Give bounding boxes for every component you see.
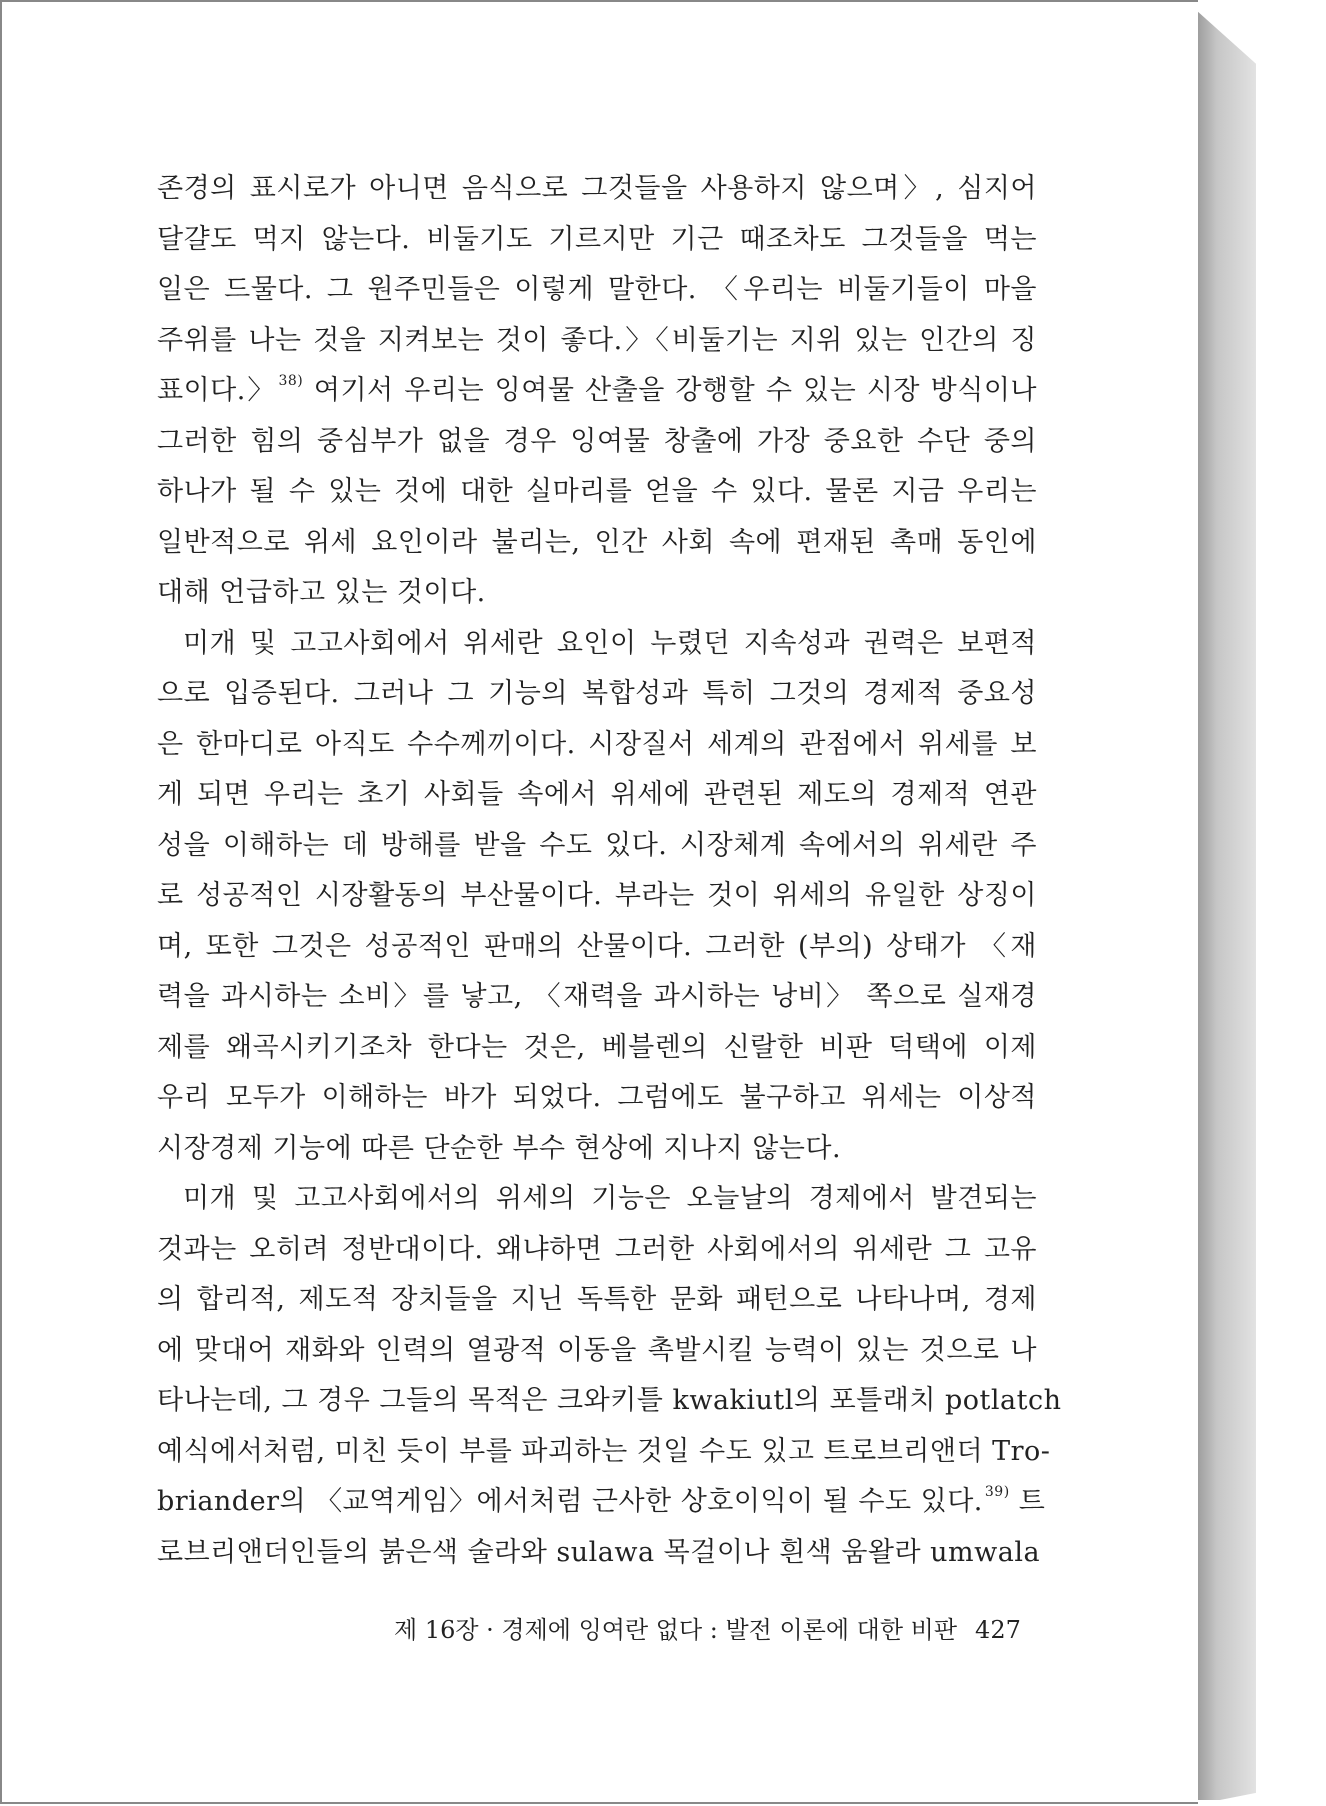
body-text	[157, 164, 1062, 1578]
page-number: 427	[975, 1616, 1021, 1644]
text-line: 력을 과시하는 소비〉를 낳고, 〈재력을 과시하는 낭비〉 쪽으로 실재경	[157, 981, 1037, 1012]
text-line: 일은 드물다. 그 원주민들은 이렇게 말한다. 〈우리는 비둘기들이 마을	[157, 274, 1037, 305]
text-line: 일반적으로 위세 요인이라 불리는, 인간 사회 속에 편재된 촉매 동인에	[157, 526, 1037, 558]
footnote-marker: 38)	[278, 373, 304, 389]
text-fragment: 여기서 우리는 잉여물 산출을 강행할 수 있는 시장 방식이나	[313, 375, 1037, 406]
text-line: 시장경제 기능에 따른 단순한 부수 현상에 지나지 않는다.	[157, 1132, 842, 1164]
text-line: 로 성공적인 시장활동의 부산물이다. 부라는 것이 위세의 유일한 상징이	[157, 880, 1037, 911]
text-line: 우리 모두가 이해하는 바가 되었다. 그럼에도 불구하고 위세는 이상적	[157, 1082, 1037, 1113]
text-line: 며, 또한 그것은 성공적인 판매의 산물이다. 그러한 (부의) 상태가 〈재	[157, 930, 1037, 962]
text-line: 그러한 힘의 중심부가 없을 경우 잉여물 창출에 가장 중요한 수단 중의	[157, 425, 1037, 457]
text-line: 예식에서처럼, 미친 듯이 부를 파괴하는 것일 수도 있고 트로브리앤더 Tro-	[157, 1435, 1051, 1467]
footnote-marker: 39)	[984, 1484, 1010, 1500]
text-line: 에 맞대어 재화와 인력의 열광적 이동을 촉발시킬 능력이 있는 것으로 나	[157, 1334, 1037, 1366]
running-head: 제 16장 · 경제에 잉여란 없다 : 발전 이론에 대한 비판	[394, 1616, 958, 1644]
text-line: 으로 입증된다. 그러나 그 기능의 복합성과 특히 그것의 경제적 중요성	[157, 678, 1037, 709]
text-line	[157, 366, 1037, 417]
text-line: 게 되면 우리는 초기 사회들 속에서 위세에 관련된 제도의 경제적 연관	[157, 779, 1037, 810]
text-fragment: briander의 〈교역게임〉에서처럼 근사한 상호이익이 될 수도 있다.	[157, 1486, 983, 1517]
text-line: 제를 왜곡시키기조차 한다는 것은, 베블렌의 신랄한 비판 덕택에 이제	[157, 1031, 1037, 1063]
page-edge-shadow	[1196, 10, 1256, 1800]
text-line	[157, 1477, 1046, 1528]
text-line: 로브리앤더인들의 붉은색 술라와 sulawa 목걸이나 흰색 움왈라 umwala	[157, 1536, 1041, 1568]
text-line: 하나가 될 수 있는 것에 대한 실마리를 얻을 수 있다. 물론 지금 우리는	[157, 476, 1037, 507]
text-line: 성을 이해하는 데 방해를 받을 수도 있다. 시장체계 속에서의 위세란 주	[157, 829, 1037, 861]
text-line: 타나는데, 그 경우 그들의 목적은 크와키틀 kwakiutl의 포틀래치 potlatch	[157, 1385, 1062, 1416]
text-line: 은 한마디로 아직도 수수께끼이다. 시장질서 세계의 관점에서 위세를 보	[157, 728, 1037, 760]
text-line: 미개 및 고고사회에서의 위세의 기능은 오늘날의 경제에서 발견되는	[183, 1183, 1037, 1214]
text-fragment: 표이다.〉	[157, 375, 277, 406]
text-line: 존경의 표시로가 아니면 음식으로 그것들을 사용하지 않으며〉, 심지어	[157, 173, 1037, 204]
text-line: 대해 언급하고 있는 것이다.	[157, 577, 486, 608]
text-fragment: 트	[1018, 1486, 1046, 1517]
page-footer	[394, 1610, 1021, 1645]
text-line: 달걀도 먹지 않는다. 비둘기도 기르지만 기근 때조차도 그것들을 먹는	[157, 223, 1037, 255]
text-line: 것과는 오히려 정반대이다. 왜냐하면 그러한 사회에서의 위세란 그 고유	[157, 1233, 1037, 1265]
text-line: 주위를 나는 것을 지켜보는 것이 좋다.〉〈비둘기는 지위 있는 인간의 징	[157, 324, 1037, 356]
text-line: 미개 및 고고사회에서 위세란 요인이 누렸던 지속성과 권력은 보편적	[183, 627, 1037, 659]
text-line: 의 합리적, 제도적 장치들을 지닌 독특한 문화 패턴으로 나타나며, 경제	[157, 1284, 1037, 1315]
